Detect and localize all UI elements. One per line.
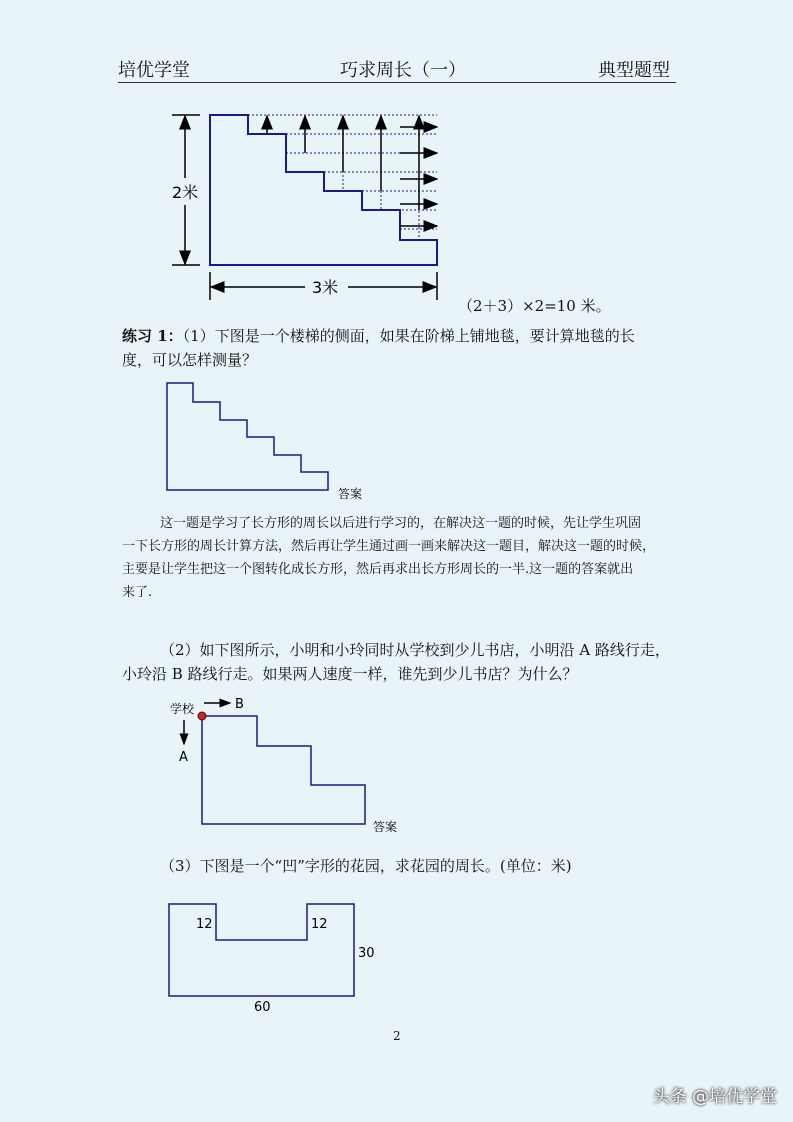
formula-text: （2＋3）×2=10 米。 [458,297,611,315]
question-2-line-2: 小玲沿 B 路线行走。如果两人速度一样，谁先到少儿书店？为什么？ [122,665,578,683]
route-a-label: A [179,750,188,765]
answer-label-2: 答案 [373,820,398,834]
height-label: 2米 [172,183,199,202]
explanation-line-2: 一下长方形的周长计算方法，然后再让学生通过画一画来解决这一题目，解决这一题的时候， [122,539,656,554]
school-dot [198,712,206,720]
page-number: 2 [393,1029,401,1043]
garden-width-label: 60 [254,1000,271,1015]
width-label: 3米 [312,278,339,297]
header-right: 典型题型 [598,60,670,81]
garden-figure [165,895,380,1020]
exercise-1-question-1 [122,323,635,349]
staircase-figure-2 [160,380,380,505]
question-1-line-2: 度，可以怎样测量？ [122,351,258,369]
staircase-figure-1 [160,100,460,305]
question-3-text: （3）下图是一个“凹”字形的花园，求花园的周长。(单位：米) [160,857,572,875]
header-title: 巧求周长（一） [340,60,466,81]
garden-height-label: 30 [358,946,375,961]
explanation-line-4: 来了. [122,585,153,600]
question-2-line-1: （2）如下图所示，小明和小玲同时从学校到少儿书店，小明沿 A 路线行走， [160,641,670,659]
explanation-line-1: 这一题是学习了长方形的周长以后进行学习的，在解决这一题的时候，先让学生巩固 [160,516,642,531]
explanation-line-3: 主要是让学生把这一个图转化成长方形，然后再求出长方形周长的一半.这一题的答案就出 [122,562,634,577]
route-outline [202,716,365,824]
route-figure [165,690,415,835]
school-label: 学校 [170,702,195,716]
answer-label-1: 答案 [338,487,363,501]
header-left: 培优学堂 [118,60,190,81]
header-divider [118,82,676,83]
notch-left-label: 12 [196,917,213,932]
question-1-line-1: （1）下图是一个楼梯的侧面，如果在阶梯上铺地毯，要计算地毯的长 [182,327,635,345]
notch-right-label: 12 [311,917,328,932]
watermark: 头条 @培优学堂 [652,1087,777,1107]
up-arrows [267,116,419,210]
route-b-label: B [235,697,244,712]
staircase-outline [210,115,437,265]
exercise-title: 练习 1： [122,327,183,345]
